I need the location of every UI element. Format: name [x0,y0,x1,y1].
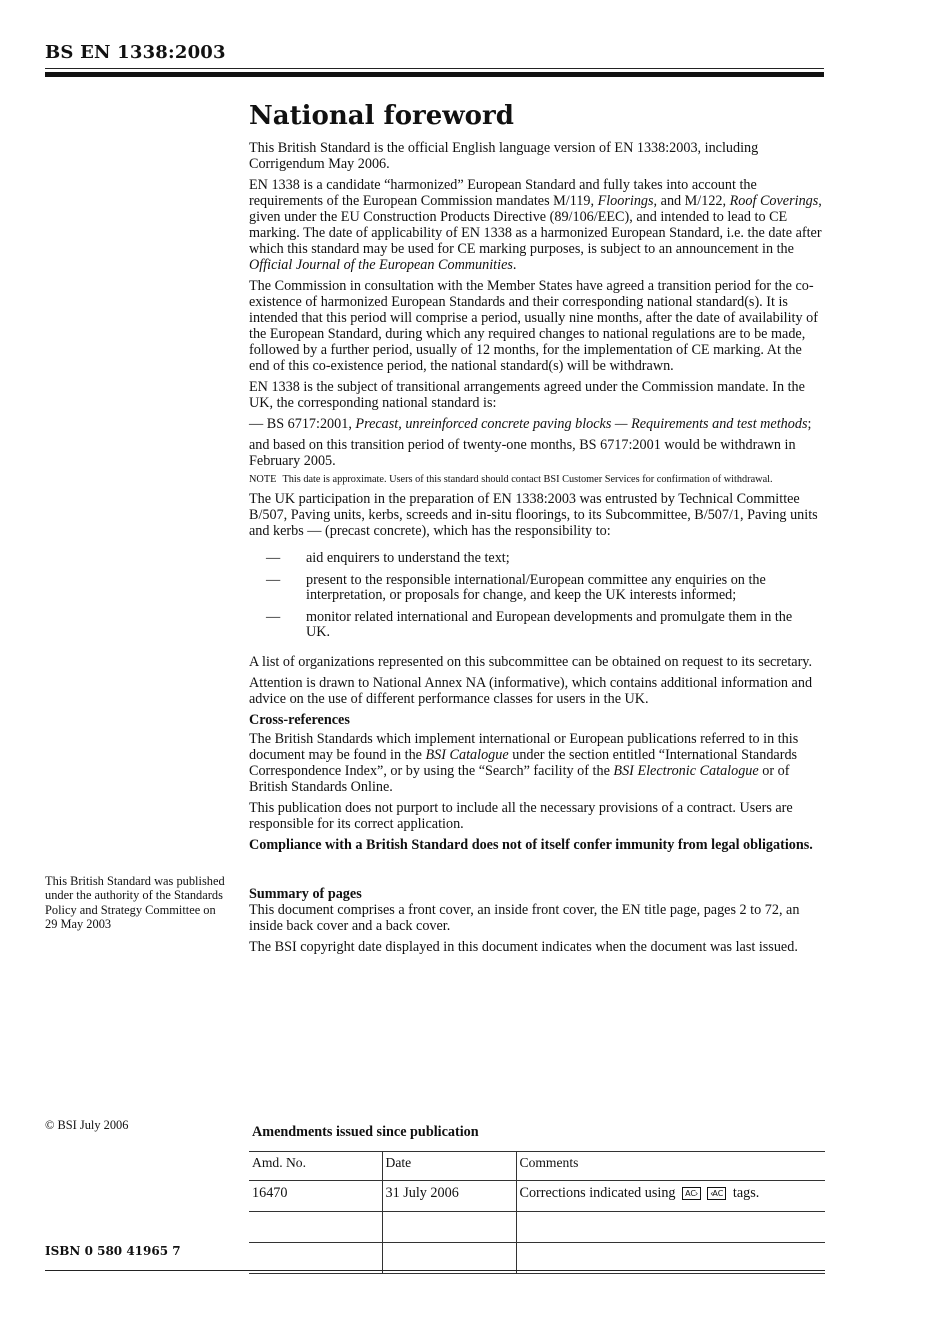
ac-close-tag-icon: ‹ AC [707,1187,726,1200]
paragraph-national-annex: Attention is drawn to National Annex NA (informative), which contains additional information and advice on the use of different performance classes for users in the UK. [249,675,813,707]
paragraph-summary: This document comprises a front cover, an inside front cover, the EN title page, pages 2 to 72, an inside back cover and a back cover. [249,902,800,934]
table-row [249,1181,825,1212]
list-item: — aid enquirers to understand the text; [266,550,510,566]
header-rule-thick [45,72,824,77]
paragraph-provisions: This publication does not purport to include all the necessary provisions of a contract. Users are responsible for its correct application. [249,800,793,832]
paragraph-uk-participation: The UK participation in the preparation of EN 1338:2003 was entrusted by Technical Committee B/507, Paving units, kerbs, screeds and in-situ floorings, to its Subcommittee, B/507/1, Paving units and kerbs — (precast concrete), which has the responsibility to: [249,491,818,539]
table-row [249,1243,825,1274]
paragraph-copyright-date: The BSI copyright date displayed in this document indicates when the document was last issued. [249,939,798,955]
paragraph-cross-references: The British Standards which implement international or European publications referred to in this document may be found in the BSI Catalogue under the section entitled “International Standards Correspondence Index”, or by using the “Search” facility of the BSI Electronic Catalogue or of British Standards Online. [249,731,799,795]
date-cell: 31 July 2006 [382,1181,516,1212]
page-title: National foreword [249,101,514,131]
paragraph-compliance: Compliance with a British Standard does not of itself confer immunity from legal obligations. [249,837,813,853]
main-text-column [249,140,825,960]
paragraph-national-standard: — BS 6717:2001, Precast, unreinforced concrete paving blocks — Requirements and test methods; [249,416,812,432]
ac-open-tag-icon: AC › [682,1187,701,1200]
column-header-comments: Comments [516,1152,825,1181]
footer-rule [249,1270,825,1271]
authority-note: This British Standard was published under the authority of the Standards Policy and Strategy Committee on 29 May 2003 [45,874,225,931]
footer-rule-left [45,1270,249,1271]
isbn: ISBN 0 580 41965 7 [45,1244,181,1258]
paragraph-intro: This British Standard is the official English language version of EN 1338:2003, including Corrigendum May 2006. [249,140,759,172]
table-row [249,1212,825,1243]
list-item: — monitor related international and European developments and promulgate them in the UK. [266,609,793,640]
header-rule-thin [45,68,824,69]
copyright-notice: © BSI July 2006 [45,1118,129,1132]
document-id-header: BS EN 1338:2003 [45,42,226,63]
paragraph-withdrawal: and based on this transition period of twenty-one months, BS 6717:2001 would be withdrawn in February 2005. [249,437,796,469]
column-header-amd-no: Amd. No. [249,1152,382,1181]
summary-of-pages-heading: Summary of pages [249,886,362,902]
paragraph-organizations: A list of organizations represented on this subcommittee can be obtained on request to its secretary. [249,654,813,670]
amd-no-cell: 16470 [249,1181,382,1212]
paragraph-transition: The Commission in consultation with the Member States have agreed a transition period for the co-existence of harmonized European Standards and their corresponding national standard(s). It is intended that this period will comprise a period, usually nine months, after the date of availability of the European Standard, during which any required changes to national regulations are to be made, followed by a further period, usually of 12 months, for the implementation of CE marking. At the end of this co-existence period, the national standard(s) will be withdrawn. [249,278,818,374]
list-item: — present to the responsible international/European committee any enquiries on the interpretation, or proposals for change, and keep the UK interests informed; [266,572,766,603]
comments-cell: Corrections indicated using AC ›‹ AC tags. [516,1181,825,1212]
table-header-row [249,1152,825,1181]
column-header-date: Date [382,1152,516,1181]
note: NOTE This date is approximate. Users of this standard should contact BSI Customer Services for confirmation of withdrawal. [249,474,773,485]
paragraph-harmonized: EN 1338 is a candidate “harmonized” European Standard and fully takes into account the requirements of the European Commission mandates M/119, Floorings, and M/122, Roof Coverings, given under the EU Construction Products Directive (89/106/EEC), and intended to lead to CE marking. The date of applicability of EN 1338 as a harmonized European Standard, i.e. the date after which this standard may be used for CE marking purposes, is subject to an announcement in the Official Journal of the European Communities. [249,177,822,273]
paragraph-transitional-arrangements: EN 1338 is the subject of transitional arrangements agreed under the Commission mandate. In the UK, the corresponding national standard is: [249,379,805,411]
responsibility-list [249,551,825,640]
cross-references-heading: Cross-references [249,712,350,728]
amendments-title: Amendments issued since publication [252,1124,479,1140]
amendments-table [249,1151,825,1274]
